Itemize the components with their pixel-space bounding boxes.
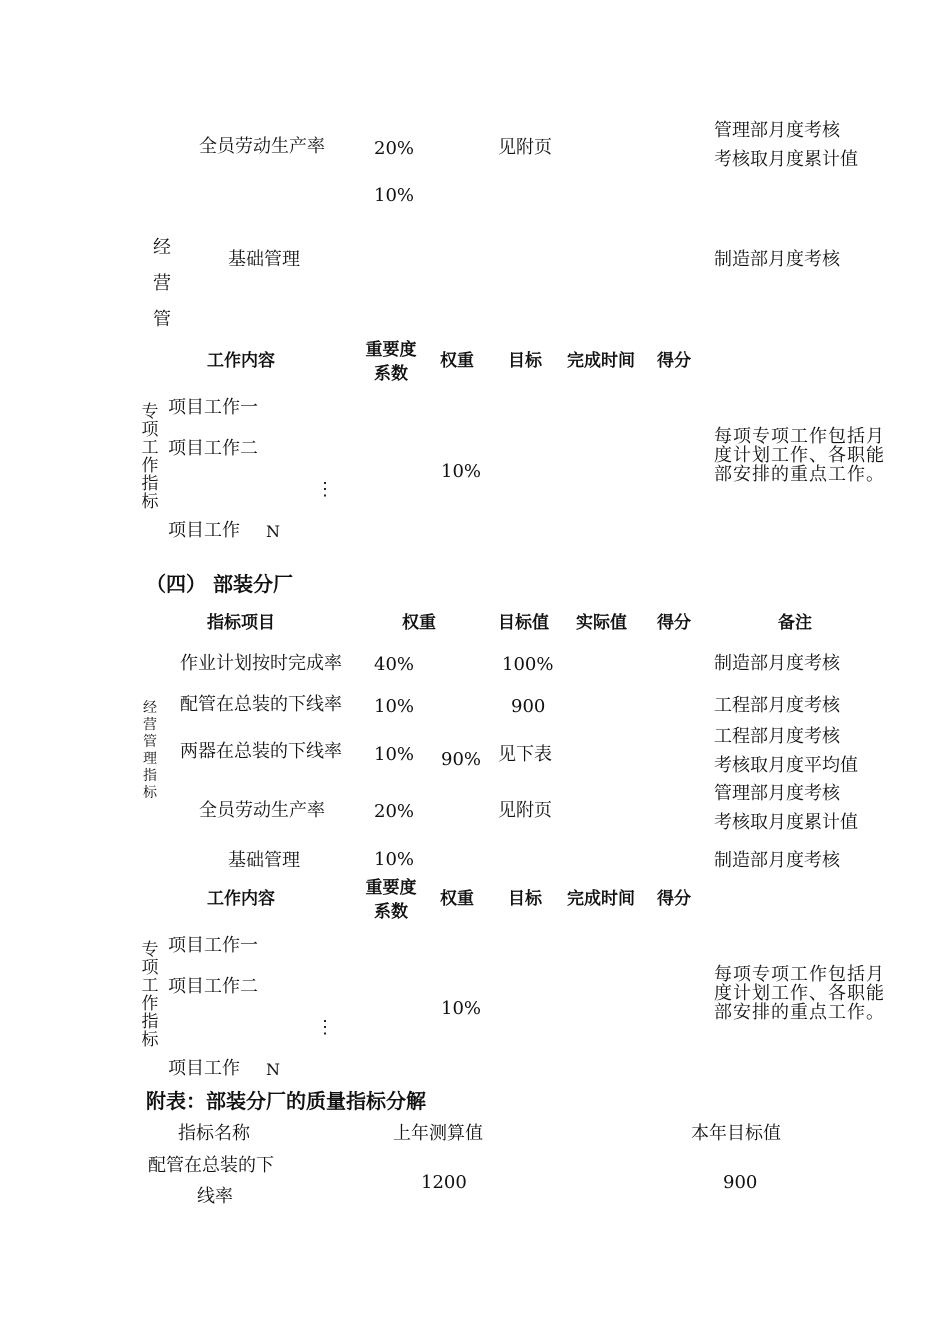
appendix-header-prev: 上年测算值 (393, 1123, 483, 1144)
appendix-row-name-line2: 线率 (197, 1186, 233, 1207)
appendix-header-target: 本年目标值 (691, 1123, 781, 1144)
section4-special-n: N (266, 1060, 280, 1079)
section4-row-note: 工程部月度考核 (714, 726, 840, 747)
section4-title: （四） 部装分厂 (146, 572, 293, 596)
top-special-header-score: 得分 (657, 351, 691, 371)
importance-line1: 重要度 (365, 340, 417, 360)
importance-line2: 系数 (374, 364, 408, 384)
top-row3-item: 基础管理 (228, 249, 300, 270)
section4-row-item: 配管在总装的下线率 (180, 694, 342, 715)
section4-row-weight: 10% (374, 849, 415, 870)
section4-special-header-score: 得分 (657, 889, 691, 909)
section4-row-weight: 10% (374, 696, 415, 717)
top-special-header-time: 完成时间 (567, 351, 635, 371)
top-side-label: 经营管 (153, 237, 171, 330)
top-special-header-importance (360, 338, 422, 386)
section4-row-weight: 10% (374, 744, 415, 765)
section4-header-weight: 权重 (402, 613, 436, 633)
section4-header-target: 目标值 (498, 613, 549, 633)
appendix-row-target: 900 (723, 1172, 758, 1193)
top-special-work1: 项目工作一 (168, 397, 258, 418)
section4-special-workn: 项目工作 (168, 1058, 240, 1079)
top-row1-weight: 20% (374, 138, 415, 159)
section4-special-header-target: 目标 (508, 889, 542, 909)
section4-row-target: 见附页 (498, 800, 552, 821)
section4-row-note-2: 考核取月度累计值 (714, 812, 858, 833)
section4-row-note-2: 考核取月度平均值 (714, 755, 858, 776)
importance-line2: 系数 (374, 902, 408, 922)
section4-special-side: 专项工作指标 (141, 940, 159, 1050)
section4-special-header-time: 完成时间 (567, 889, 635, 909)
appendix-row-prev: 1200 (421, 1172, 467, 1193)
section4-row-item: 作业计划按时完成率 (180, 653, 342, 674)
section4-header-score: 得分 (657, 613, 691, 633)
section4-header-note: 备注 (778, 613, 812, 633)
section4-special-dots: ⋮ (316, 1017, 334, 1038)
section4-side: 经营管理指标 (143, 700, 157, 801)
top-row1-note1: 管理部月度考核 (714, 120, 840, 141)
top-special-n: N (266, 522, 280, 541)
section4-header-actual: 实际值 (576, 613, 627, 633)
section4-special-header-importance (360, 876, 422, 924)
section4-row-note: 制造部月度考核 (714, 850, 840, 871)
section4-special-work2: 项目工作二 (168, 976, 258, 997)
section4-row-target: 100% (502, 654, 554, 675)
top-special-work2: 项目工作二 (168, 438, 258, 459)
section4-special-header-weight: 权重 (440, 889, 474, 909)
section4-row-note: 管理部月度考核 (714, 783, 840, 804)
section4-special-weight: 10% (441, 998, 482, 1019)
section4-row-weight: 40% (374, 654, 415, 675)
top-row3-note: 制造部月度考核 (714, 249, 840, 270)
section4-special-header-content: 工作内容 (207, 889, 275, 909)
section4-row-note: 制造部月度考核 (714, 653, 840, 674)
section4-row-item: 两器在总装的下线率 (180, 741, 342, 762)
section4-row-note: 工程部月度考核 (714, 695, 840, 716)
appendix-row-name-line1: 配管在总装的下 (148, 1155, 274, 1176)
section4-row-weight: 20% (374, 801, 415, 822)
section4-row-target: 见下表 (498, 744, 552, 765)
section4-special-work1: 项目工作一 (168, 935, 258, 956)
section4-header-item: 指标项目 (207, 613, 275, 633)
section4-row-item: 基础管理 (228, 850, 300, 871)
top-special-side: 专项工作指标 (141, 402, 159, 512)
top-special-header-content: 工作内容 (207, 351, 275, 371)
top-row1-note2: 考核取月度累计值 (714, 149, 858, 170)
top-row2-weight: 10% (374, 185, 415, 206)
section4-row-target: 900 (511, 696, 546, 717)
top-special-dots: ⋮ (316, 479, 334, 500)
top-special-workn: 项目工作 (168, 520, 240, 541)
top-row1-item: 全员劳动生产率 (199, 136, 325, 157)
section4-special-note: 每项专项工作包括月度计划工作、各职能部安排的重点工作。 (714, 964, 885, 1023)
section4-row-item: 全员劳动生产率 (199, 800, 325, 821)
top-row1-target: 见附页 (498, 137, 552, 158)
appendix-title: 附表：部装分厂的质量指标分解 (146, 1089, 426, 1113)
top-special-weight: 10% (441, 461, 482, 482)
section4-group-weight: 90% (441, 749, 482, 770)
top-special-note: 每项专项工作包括月度计划工作、各职能部安排的重点工作。 (714, 426, 885, 485)
top-special-header-target: 目标 (508, 351, 542, 371)
top-special-header-weight: 权重 (440, 351, 474, 371)
importance-line1: 重要度 (365, 878, 417, 898)
appendix-header-name: 指标名称 (178, 1123, 250, 1144)
